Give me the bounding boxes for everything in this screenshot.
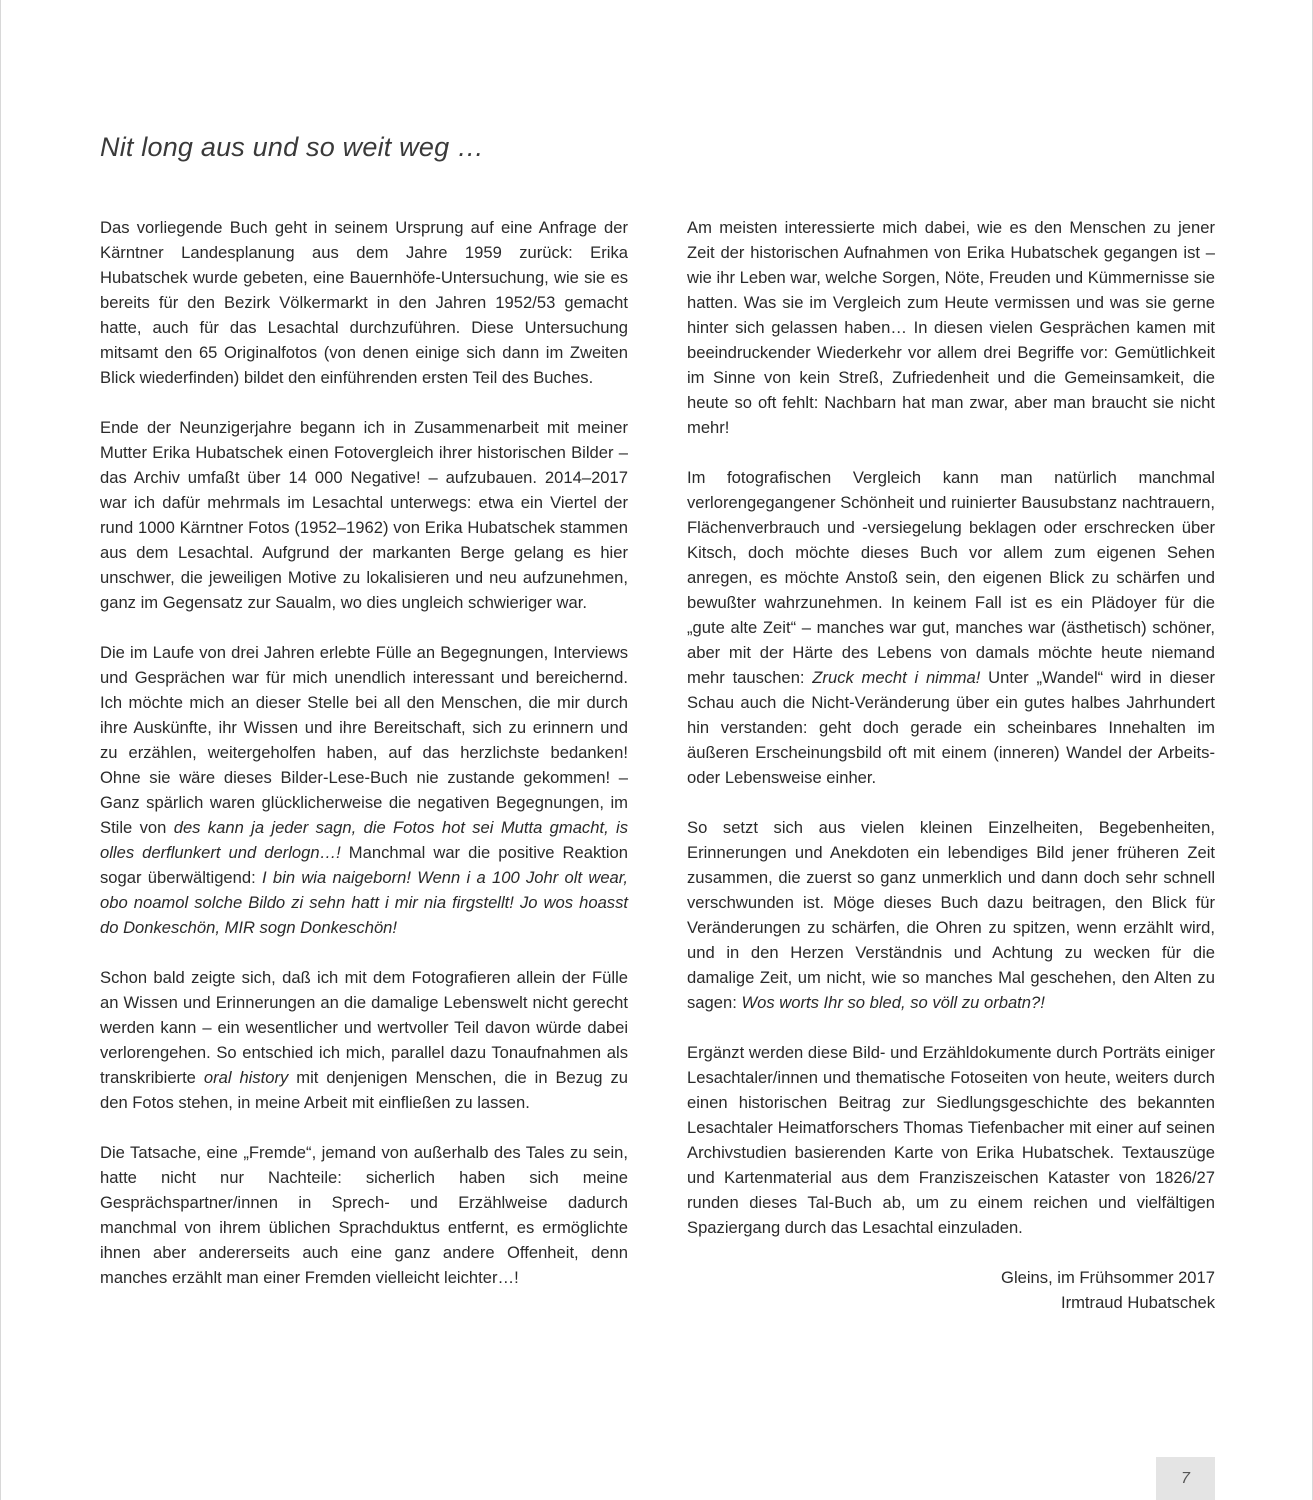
left-column [100,215,628,1315]
paragraph-left-3-quote-2: I bin wia naigeborn! Wenn i a 100 Johr olt wear, obo noamol solche Bildo zi sehn hatt i mir nia firgstellt! Jo wos hoasst do Donkeschön, MIR sogn Donkeschön! [100,868,629,937]
paragraph-right-2 [687,465,1215,790]
paragraph-left-3-text-c: Manchmal war die positive Reaktion sogar überwältigend: [100,843,629,887]
paragraph-right-3-quote: Wos worts Ihr so bled, so völl zu orbatn?! [741,993,1045,1012]
page-number: 7 [1181,1469,1190,1487]
paragraph-left-3-quote-1: des kann ja jeder sagn, die Fotos hot sei Mutta gmacht, is olles derflunkert und derlogn…! [100,818,628,862]
paragraph-right-1: Am meisten interessierte mich dabei, wie es den Menschen zu jener Zeit der historischen Aufnahmen von Erika Hubatschek gegangen ist – wie ihr Leben war, welche Sorgen, Nöte, Freuden und Kümmernisse sie hatten. Was sie im Vergleich zum Heute vermissen und was sie gerne hinter sich gelassen haben… In diesen vielen Gesprächen kamen mit beeindruckender Wiederkehr vor allem drei Begriffe vor: Gemütlichkeit im Sinne von kein Streß, Zufriedenheit und die Gemeinsamkeit, die heute so oft fehlt: Nachbarn hat man zwar, aber man braucht sie nicht mehr! [687,218,1215,437]
signature-name: Irmtraud Hubatschek [1060,1293,1215,1312]
paragraph-right-3 [687,815,1215,1015]
paragraph-left-3 [100,640,628,940]
page-number-badge [1156,1457,1215,1500]
signature-place-date: Gleins, im Frühsommer 2017 [1001,1268,1215,1287]
paragraph-right-4: Ergänzt werden diese Bild- und Erzähldokumente durch Porträts einiger Lesachtaler/innen und thematische Fotoseiten von heute, weiters durch einen historischen Beitrag zur Siedlungsgeschichte des bekannten Lesachtaler Heimatforschers Thomas Tiefenbacher mit einer auf seinen Archivstudien basierenden Karte von Erika Hubatschek. Textauszüge und Kartenmaterial aus dem Franziszeischen Kataster von 1826/27 runden dieses Tal-Buch ab, um zu einem reichen und vielfältigen Spaziergang durch das Lesachtal einzuladen. [687,1043,1215,1237]
paragraph-right-2-quote: Zruck mecht i nimma! [812,668,981,687]
paragraph-right-3-text-a: So setzt sich aus vielen kleinen Einzelheiten, Begebenheiten, Erinnerungen und Anekdoten ein lebendiges Bild jener früheren Zeit zusammen, die zuerst so ganz unmerklich und dann doch sehr schnell verschwunden ist. Möge dieses Buch dazu beitragen, den Blick für Veränderungen zu schärfen, die Ohren zu spitzen, wenn erzählt wird, und in den Herzen Verständnis und Achtung zu wecken für die damalige Zeit, um nicht, wie so manches Mal geschehen, den Alten zu sagen: [687,818,1215,1012]
paragraph-left-5: Die Tatsache, eine „Fremde“, jemand von außerhalb des Tales zu sein, hatte nicht nur Nachteile: sicherlich haben sich meine Gesprächspartner/innen in Sprech- und Erzählweise dadurch manchmal von ihrem üblichen Sprachduktus entfernt, es ermöglichte ihnen aber andererseits auch eine ganz andere Offenheit, denn manches erzählt man einer Fremden vielleicht leichter…! [100,1143,628,1287]
paragraph-left-4-text-a: Schon bald zeigte sich, daß ich mit dem Fotografieren allein der Fülle an Wissen und Erinnerungen an die damalige Lebenswelt nicht gerecht werden kann – ein wesentlicher und wertvoller Teil davon würde dabei verlorengehen. So entschied ich mich, parallel dazu Tonaufnahmen als transkribierte [100,968,628,1087]
paragraph-left-4-text-c: mit denjenigen Menschen, die in Bezug zu den Fotos stehen, in meine Arbeit mit einfließen zu lassen. [100,1068,628,1112]
paragraph-left-2: Ende der Neunzigerjahre begann ich in Zusammenarbeit mit meiner Mutter Erika Hubatschek einen Fotovergleich ihrer historischen Bilder – das Archiv umfaßt über 14 000 Negative! – aufzubauen. 2014–2017 war ich dafür mehrmals im Lesachtal unterwegs: etwa ein Viertel der rund 1000 Kärntner Fotos (1952–1962) von Erika Hubatschek stammen aus dem Lesachtal. Aufgrund der markanten Berge gelang es hier unschwer, die jeweiligen Motive zu lokalisieren und neu aufzunehmen, ganz im Gegensatz zur Saualm, wo dies ungleich schwieriger war. [100,418,628,612]
paragraph-left-4 [100,965,628,1115]
right-column [687,215,1215,1315]
paragraph-right-2-text-c: Unter „Wandel“ wird in dieser Schau auch die Nicht-Veränderung über ein gutes halbes Jahrhundert hin verstanden: geht doch gerade ein scheinbares Innehalten im äußeren Erscheinungsbild oft mit einem (inneren) Wandel der Arbeits- oder Lebensweise einher. [687,668,1215,787]
paragraph-right-2-text-a: Im fotografischen Vergleich kann man natürlich manchmal verlorengegangener Schönheit und ruinierter Bausubstanz nachtrauern, Flächenverbrauch und -versiegelung beklagen oder erschrecken über Kitsch, doch möchte dieses Buch vor allem zum eigenen Sehen anregen, es möchte Anstoß sein, den eigenen Blick zu schärfen und bewußter wahrzunehmen. In keinem Fall ist es ein Plädoyer für die „gute alte Zeit“ – manches war gut, manches war (ästhetisch) schöner, aber mit der Härte des Lebens von damals möchte heute niemand mehr tauschen: [687,468,1215,687]
page-title: Nit long aus und so weit weg … [100,132,485,162]
paragraph-left-4-term: oral history [203,1068,289,1087]
signature-block [687,1265,1215,1315]
paragraph-left-1: Das vorliegende Buch geht in seinem Ursprung auf eine Anfrage der Kärntner Landesplanung aus dem Jahre 1959 zurück: Erika Hubatschek wurde gebeten, eine Bauernhöfe-Untersuchung, wie sie es bereits für den Bezirk Völkermarkt in den Jahren 1952/53 gemacht hatte, auch für das Lesachtal durchzuführen. Diese Untersuchung mitsamt den 65 Originalfotos (von denen einige sich dann im Zweiten Blick wiederfinden) bildet den einführenden ersten Teil des Buches. [100,218,628,387]
paragraph-left-3-text-a: Die im Laufe von drei Jahren erlebte Fülle an Begegnungen, Interviews und Gesprächen war für mich unendlich interessant und bereichernd. Ich möchte mich an dieser Stelle bei all den Menschen, die mir durch ihre Auskünfte, ihr Wissen und ihre Bereitschaft, sich zu erinnern und zu erzählen, weitergeholfen haben, auf das herzlichste bedanken! Ohne sie wäre dieses Bilder-Lese-Buch nie zustande gekommen! – Ganz spärlich waren glücklicherweise die negativen Begegnungen, im Stile von [100,643,628,837]
